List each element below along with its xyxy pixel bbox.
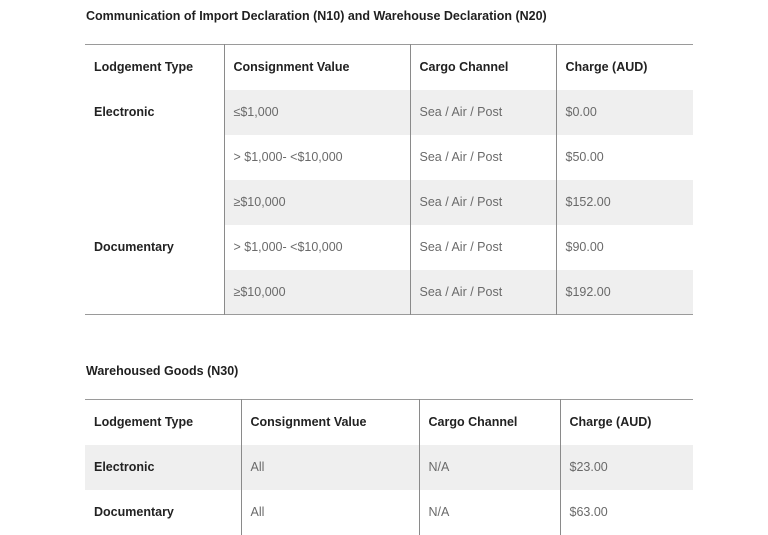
cargo-channel-cell: Sea / Air / Post (410, 135, 556, 180)
cargo-channel-cell: Sea / Air / Post (410, 225, 556, 270)
charge-cell: $192.00 (556, 270, 693, 315)
header-consignment-value: Consignment Value (241, 400, 419, 445)
table-row (85, 445, 693, 490)
lodgement-type-cell: Documentary (85, 490, 241, 535)
lodgement-type-cell: Documentary (85, 225, 224, 315)
consignment-value-cell: > $1,000- <$10,000 (224, 135, 410, 180)
header-cargo-channel: Cargo Channel (410, 45, 556, 90)
import-declaration-charges-table (85, 44, 693, 315)
consignment-value-cell: All (241, 445, 419, 490)
charge-cell: $0.00 (556, 90, 693, 135)
charge-cell: $23.00 (560, 445, 693, 490)
cargo-channel-cell: N/A (419, 490, 560, 535)
consignment-value-cell: > $1,000- <$10,000 (224, 225, 410, 270)
section-title-n30: Warehoused Goods (N30) (86, 364, 239, 378)
charge-cell: $50.00 (556, 135, 693, 180)
cargo-channel-cell: Sea / Air / Post (410, 270, 556, 315)
table-header-row (85, 45, 693, 90)
header-lodgement-type: Lodgement Type (85, 45, 224, 90)
warehoused-goods-charges-table (85, 399, 693, 535)
consignment-value-cell: All (241, 490, 419, 535)
cargo-channel-cell: Sea / Air / Post (410, 90, 556, 135)
charge-cell: $63.00 (560, 490, 693, 535)
table-row (85, 490, 693, 535)
header-charge-aud: Charge (AUD) (556, 45, 693, 90)
header-cargo-channel: Cargo Channel (419, 400, 560, 445)
consignment-value-cell: ≥$10,000 (224, 180, 410, 225)
lodgement-type-cell: Electronic (85, 90, 224, 225)
lodgement-type-cell: Electronic (85, 445, 241, 490)
consignment-value-cell: ≤$1,000 (224, 90, 410, 135)
charge-cell: $152.00 (556, 180, 693, 225)
cargo-channel-cell: N/A (419, 445, 560, 490)
header-lodgement-type: Lodgement Type (85, 400, 241, 445)
section-title-n10-n20: Communication of Import Declaration (N10) and Warehouse Declaration (N20) (86, 9, 547, 23)
header-consignment-value: Consignment Value (224, 45, 410, 90)
header-charge-aud: Charge (AUD) (560, 400, 693, 445)
consignment-value-cell: ≥$10,000 (224, 270, 410, 315)
table-row (85, 90, 693, 135)
table-row (85, 225, 693, 270)
table-header-row (85, 400, 693, 445)
cargo-channel-cell: Sea / Air / Post (410, 180, 556, 225)
charge-cell: $90.00 (556, 225, 693, 270)
